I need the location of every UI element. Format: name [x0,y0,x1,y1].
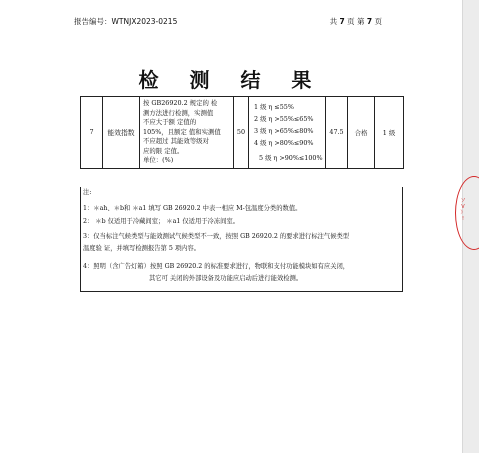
page-current: 7 [366,17,373,26]
grade-line: 5 级 η >90%≤100% [259,153,323,162]
efficiency-level: 1 级 [375,97,404,169]
seal-text: ソ V 》 ! [460,198,466,222]
notes-label: 注: [83,189,92,196]
result-table [80,96,404,169]
standard-value: 50 [234,97,249,169]
page-indicator: 共 7 页 第 7 页 [329,17,382,26]
note-1: 1：＊ah、＊b和 ＊a1 填写 GB 26920.2 中表一相应 M-包温度分类的数值。 [83,205,302,212]
row-number: 7 [81,97,103,169]
page-title: 检 测 结 果 [138,68,324,92]
measured-value: 47.5 [326,97,348,169]
note-2: 2： ＊b 仅适用于冷藏间室； ＊a1 仅适用于冷冻间室。 [83,218,240,225]
grade-thresholds [249,97,326,169]
table-row [81,97,404,169]
note-3: 3：仅当标注气候类型与能效测试气候类型不一致，按照 GB 26920.2 的要求进行标注气候类型 [83,233,350,240]
grade-line: 1 级 η ≤55% [254,102,294,111]
grade-line: 3 级 η >65%≤80% [254,126,314,135]
method-requirement: 按 GB26920.2 规定的 检 测方法进行检测，实测值 不应大于额 定值的 105%，且额定 值和实测值 不应超过 其能效等级对 应的限 定值。 单位：(%) [140,97,234,169]
grade-line: 2 级 η >55%≤65% [254,114,314,123]
verdict: 合格 [348,97,375,169]
report-number: 报告编号：WTNJX2023-0215 [74,17,178,26]
page-total: 7 [339,17,345,26]
notes-section [80,187,403,292]
item-name: 能效指数 [103,97,140,169]
grade-line: 4 级 η >80%≤90% [254,138,314,147]
note-4: 4：照明（含广告灯箱）按照 GB 26920.2 的标准要求进行，物联和支付功能模块如有应关闭， [83,263,350,270]
page-header [74,16,382,27]
note-3-cont: 温度验 证，并填写检测报告第 5 项内容。 [83,245,201,252]
note-4-cont: 其它可 关闭的外部设备及功能应启动后进行能效检测。 [149,275,303,282]
